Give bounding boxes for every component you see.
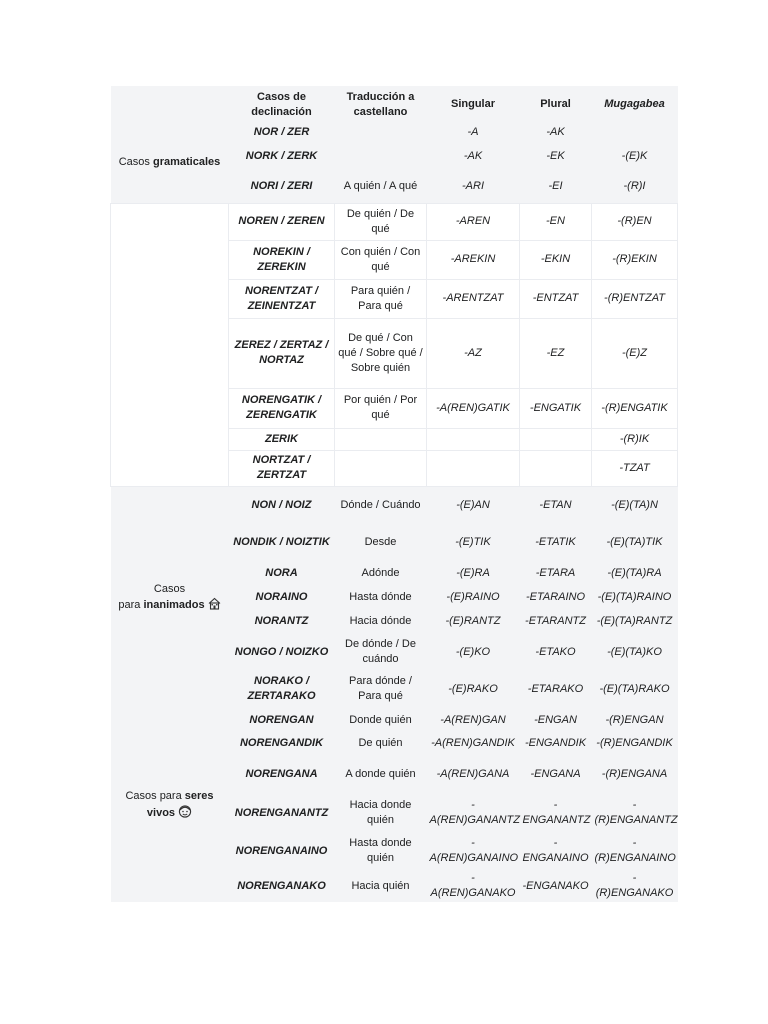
group-empty: [111, 203, 229, 486]
case-cell: ZEREZ / ZERTAZ / NORTAZ: [229, 318, 335, 388]
singular-cell: -AREN: [427, 203, 520, 240]
translation-cell: Hacia dónde: [335, 608, 427, 634]
singular-cell: -AREKIN: [427, 240, 520, 279]
mugagabea-cell: -(R)ENGATIK: [592, 388, 678, 428]
case-cell: NOREN / ZEREN: [229, 203, 335, 240]
translation-cell: Donde quién: [335, 708, 427, 732]
singular-cell: -(E)TIK: [427, 524, 520, 560]
mugagabea-cell: -(R)ENGAN: [592, 708, 678, 732]
case-cell: NOR / ZER: [229, 123, 335, 141]
mugagabea-cell: -TZAT: [592, 450, 678, 486]
plural-cell: -ENGANDIK: [520, 732, 592, 754]
header-row: [111, 86, 678, 123]
declension-table: [110, 86, 678, 902]
translation-cell: [335, 428, 427, 450]
singular-cell: [427, 428, 520, 450]
singular-cell: -ARI: [427, 171, 520, 203]
header-translation: Traducción a castellano: [335, 86, 427, 123]
translation-cell: A quién / A qué: [335, 171, 427, 203]
mugagabea-cell: -(E)K: [592, 141, 678, 171]
singular-cell: -A(REN)GANDIK: [427, 732, 520, 754]
translation-cell: Hasta dónde: [335, 586, 427, 608]
mugagabea-cell: -(R)ENTZAT: [592, 279, 678, 318]
plural-cell: -AK: [520, 123, 592, 141]
plural-cell: [520, 428, 592, 450]
face-icon: [178, 804, 192, 818]
mugagabea-cell: [592, 123, 678, 141]
table-row: [111, 486, 678, 524]
singular-cell: -(E)RAINO: [427, 586, 520, 608]
case-cell: NORENGANDIK: [229, 732, 335, 754]
translation-cell: Para dónde / Para qué: [335, 670, 427, 708]
plural-cell: -ENGAN: [520, 708, 592, 732]
case-cell: NORENGANAKO: [229, 870, 335, 902]
plural-cell: -ENGANA: [520, 754, 592, 794]
translation-cell: Hacia donde quién: [335, 794, 427, 832]
translation-cell: [335, 141, 427, 171]
header-singular: Singular: [427, 86, 520, 123]
singular-cell: -A(REN)GANANTZ: [427, 794, 520, 832]
case-cell: NORENGANANTZ: [229, 794, 335, 832]
case-cell: NORENGANAINO: [229, 832, 335, 870]
plural-cell: -EI: [520, 171, 592, 203]
mugagabea-cell: -(R)I: [592, 171, 678, 203]
translation-cell: De quién / De qué: [335, 203, 427, 240]
mugagabea-cell: -(R)IK: [592, 428, 678, 450]
table-row: [111, 203, 678, 240]
header-empty: [111, 86, 229, 123]
mugagabea-cell: -(R)ENGANDIK: [592, 732, 678, 754]
plural-cell: -EZ: [520, 318, 592, 388]
group-inanimados: [111, 486, 229, 708]
mugagabea-cell: -(E)(TA)KO: [592, 634, 678, 670]
case-cell: NORANTZ: [229, 608, 335, 634]
mugagabea-cell: -(R)ENGANAKO: [592, 870, 678, 902]
case-cell: NORENTZAT / ZEINENTZAT: [229, 279, 335, 318]
mugagabea-cell: -(R)ENGANA: [592, 754, 678, 794]
translation-cell: A donde quién: [335, 754, 427, 794]
mugagabea-cell: -(E)Z: [592, 318, 678, 388]
plural-cell: -EKIN: [520, 240, 592, 279]
plural-cell: [520, 450, 592, 486]
header-plural: Plural: [520, 86, 592, 123]
case-cell: NON / NOIZ: [229, 486, 335, 524]
table-body: [111, 123, 678, 902]
translation-cell: [335, 450, 427, 486]
group-bold2: vivos: [146, 807, 176, 819]
group-bold: seres: [184, 790, 214, 802]
singular-cell: -A: [427, 123, 520, 141]
plural-cell: -ETARAINO: [520, 586, 592, 608]
mugagabea-cell: -(R)EN: [592, 203, 678, 240]
singular-cell: -A(REN)GANA: [427, 754, 520, 794]
singular-cell: -AZ: [427, 318, 520, 388]
case-cell: NONDIK / NOIZTIK: [229, 524, 335, 560]
group-bold: inanimados: [143, 598, 205, 611]
translation-cell: Para quién / Para qué: [335, 279, 427, 318]
singular-cell: -A(REN)GAN: [427, 708, 520, 732]
mugagabea-cell: -(R)ENGANANTZ: [592, 794, 678, 832]
group-prefix: Casos: [118, 156, 150, 169]
group-seres-vivos: [111, 708, 229, 902]
group-prefix2: para: [118, 598, 141, 611]
translation-cell: Por quién / Por qué: [335, 388, 427, 428]
table-row: [111, 123, 678, 141]
plural-cell: -ENGANANTZ: [520, 794, 592, 832]
header-cases: Casos de declinación: [229, 86, 335, 123]
group-bold: gramaticales: [152, 156, 221, 169]
table-row: [111, 708, 678, 732]
singular-cell: -A(REN)GATIK: [427, 388, 520, 428]
translation-cell: Desde: [335, 524, 427, 560]
case-cell: ZERIK: [229, 428, 335, 450]
translation-cell: [335, 123, 427, 141]
singular-cell: -ARENTZAT: [427, 279, 520, 318]
translation-cell: De quién: [335, 732, 427, 754]
translation-cell: Hasta donde quién: [335, 832, 427, 870]
mugagabea-cell: -(R)EKIN: [592, 240, 678, 279]
group-prefix: Casos para: [125, 790, 182, 802]
group-prefix: Casos: [153, 582, 186, 595]
mugagabea-cell: -(E)(TA)RAINO: [592, 586, 678, 608]
group-gramaticales: [111, 123, 229, 203]
plural-cell: -ETATIK: [520, 524, 592, 560]
header-mugagabea: Mugagabea: [592, 86, 678, 123]
plural-cell: -EK: [520, 141, 592, 171]
singular-cell: -AK: [427, 141, 520, 171]
case-cell: NORAINO: [229, 586, 335, 608]
singular-cell: -(E)RA: [427, 560, 520, 586]
plural-cell: -ETAKO: [520, 634, 592, 670]
case-cell: NORAKO / ZERTARAKO: [229, 670, 335, 708]
plural-cell: -ENTZAT: [520, 279, 592, 318]
translation-cell: Adónde: [335, 560, 427, 586]
plural-cell: -EN: [520, 203, 592, 240]
case-cell: NORA: [229, 560, 335, 586]
plural-cell: -ETAN: [520, 486, 592, 524]
mugagabea-cell: -(E)(TA)TIK: [592, 524, 678, 560]
case-cell: NORTZAT / ZERTZAT: [229, 450, 335, 486]
mugagabea-cell: -(E)(TA)RANTZ: [592, 608, 678, 634]
mugagabea-cell: -(R)ENGANAINO: [592, 832, 678, 870]
singular-cell: -A(REN)GANAINO: [427, 832, 520, 870]
case-cell: NORI / ZERI: [229, 171, 335, 203]
case-cell: NONGO / NOIZKO: [229, 634, 335, 670]
translation-cell: De qué / Con qué / Sobre qué / Sobre quién: [335, 318, 427, 388]
plural-cell: -ETARAKO: [520, 670, 592, 708]
case-cell: NORENGAN: [229, 708, 335, 732]
case-cell: NORENGANA: [229, 754, 335, 794]
plural-cell: -ENGANAKO: [520, 870, 592, 902]
mugagabea-cell: -(E)(TA)RAKO: [592, 670, 678, 708]
singular-cell: -(E)RAKO: [427, 670, 520, 708]
translation-cell: Hacia quién: [335, 870, 427, 902]
plural-cell: -ENGATIK: [520, 388, 592, 428]
singular-cell: [427, 450, 520, 486]
case-cell: NORENGATIK / ZERENGATIK: [229, 388, 335, 428]
plural-cell: -ETARA: [520, 560, 592, 586]
plural-cell: -ETARANTZ: [520, 608, 592, 634]
translation-cell: Dónde / Cuándo: [335, 486, 427, 524]
singular-cell: -A(REN)GANAKO: [427, 870, 520, 902]
singular-cell: -(E)AN: [427, 486, 520, 524]
translation-cell: De dónde / De cuándo: [335, 634, 427, 670]
case-cell: NORK / ZERK: [229, 141, 335, 171]
plural-cell: -ENGANAINO: [520, 832, 592, 870]
singular-cell: -(E)RANTZ: [427, 608, 520, 634]
mugagabea-cell: -(E)(TA)N: [592, 486, 678, 524]
translation-cell: Con quién / Con qué: [335, 240, 427, 279]
case-cell: NOREKIN / ZEREKIN: [229, 240, 335, 279]
mugagabea-cell: -(E)(TA)RA: [592, 560, 678, 586]
singular-cell: -(E)KO: [427, 634, 520, 670]
house-icon: [208, 597, 221, 610]
